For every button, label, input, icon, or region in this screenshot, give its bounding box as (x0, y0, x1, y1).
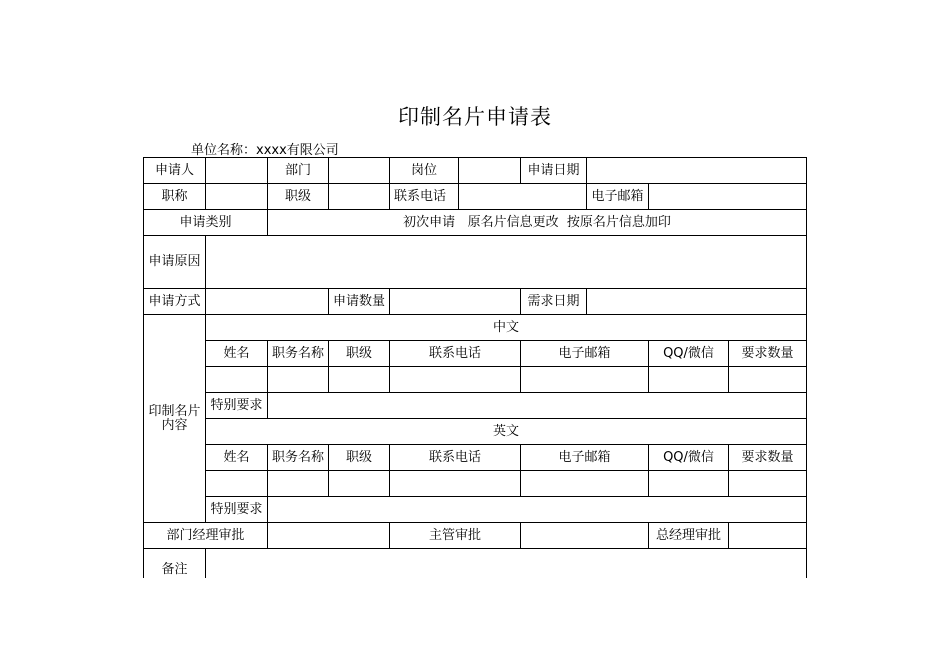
row-english-header (144, 419, 807, 445)
row-chinese-header (144, 315, 807, 341)
position-field[interactable] (459, 158, 521, 184)
cn-job-title-field[interactable] (268, 367, 329, 393)
col-quantity: 要求数量 (729, 341, 807, 367)
col-level: 职级 (329, 341, 390, 367)
page-title: 印制名片申请表 (398, 105, 552, 129)
apply-date-label: 申请日期 (521, 158, 587, 184)
method-label: 申请方式 (144, 289, 206, 315)
col-phone: 联系电话 (390, 341, 521, 367)
row-title (144, 184, 807, 210)
cn-quantity-field[interactable] (729, 367, 807, 393)
en-special-label: 特别要求 (206, 497, 268, 523)
english-section-title: 英文 (206, 419, 807, 445)
row-apply-type (144, 210, 807, 236)
cn-level-field[interactable] (329, 367, 390, 393)
en-special-field[interactable] (268, 497, 807, 523)
en-qq-field[interactable] (649, 471, 729, 497)
title-field[interactable] (206, 184, 268, 210)
en-job-title-field[interactable] (268, 471, 329, 497)
reason-field[interactable] (206, 236, 807, 289)
en-name-field[interactable] (206, 471, 268, 497)
memo-label: 备注 (144, 549, 206, 579)
en-col-job-title: 职务名称 (268, 445, 329, 471)
content-label-text: 印制名片内容 (148, 403, 201, 433)
row-applicant (144, 158, 807, 184)
row-reason (144, 236, 807, 289)
en-col-phone: 联系电话 (390, 445, 521, 471)
content-label (144, 315, 206, 523)
form-table-container (143, 157, 807, 578)
row-chinese-columns (144, 341, 807, 367)
apply-type-options[interactable]: 初次申请 原名片信息更改 按原名片信息加印 (268, 210, 807, 236)
level-field[interactable] (329, 184, 390, 210)
applicant-field[interactable] (206, 158, 268, 184)
row-approval (144, 523, 807, 549)
en-col-quantity: 要求数量 (729, 445, 807, 471)
en-level-field[interactable] (329, 471, 390, 497)
dept-label: 部门 (268, 158, 329, 184)
applicant-label: 申请人 (144, 158, 206, 184)
row-chinese-entry (144, 367, 807, 393)
need-date-field[interactable] (587, 289, 807, 315)
phone-label: 联系电话 (390, 184, 459, 210)
cn-qq-field[interactable] (649, 367, 729, 393)
position-label: 岗位 (390, 158, 459, 184)
en-col-level: 职级 (329, 445, 390, 471)
quantity-field[interactable] (390, 289, 521, 315)
dept-mgr-field[interactable] (268, 523, 390, 549)
supervisor-field[interactable] (521, 523, 649, 549)
row-chinese-special (144, 393, 807, 419)
en-col-name: 姓名 (206, 445, 268, 471)
col-job-title: 职务名称 (268, 341, 329, 367)
gm-field[interactable] (729, 523, 807, 549)
supervisor-label: 主管审批 (390, 523, 521, 549)
gm-label: 总经理审批 (649, 523, 729, 549)
en-quantity-field[interactable] (729, 471, 807, 497)
email-label: 电子邮箱 (587, 184, 649, 210)
quantity-label: 申请数量 (329, 289, 390, 315)
col-email: 电子邮箱 (521, 341, 649, 367)
row-english-special (144, 497, 807, 523)
en-email-field[interactable] (521, 471, 649, 497)
en-phone-field[interactable] (390, 471, 521, 497)
apply-date-field[interactable] (587, 158, 807, 184)
dept-field[interactable] (329, 158, 390, 184)
apply-type-label: 申请类别 (144, 210, 268, 236)
row-english-columns (144, 445, 807, 471)
memo-field[interactable] (206, 549, 807, 579)
col-qq-wechat: QQ/微信 (649, 341, 729, 367)
row-method (144, 289, 807, 315)
level-label: 职级 (268, 184, 329, 210)
reason-label: 申请原因 (144, 236, 206, 289)
cn-special-field[interactable] (268, 393, 807, 419)
cn-phone-field[interactable] (390, 367, 521, 393)
company-name: 单位名称：xxxx有限公司 (191, 143, 339, 158)
cn-special-label: 特别要求 (206, 393, 268, 419)
method-field[interactable] (206, 289, 329, 315)
form-table (143, 157, 807, 578)
chinese-section-title: 中文 (206, 315, 807, 341)
title-label: 职称 (144, 184, 206, 210)
cn-name-field[interactable] (206, 367, 268, 393)
row-english-entry (144, 471, 807, 497)
need-date-label: 需求日期 (521, 289, 587, 315)
phone-field[interactable] (459, 184, 587, 210)
row-memo (144, 549, 807, 579)
en-col-email: 电子邮箱 (521, 445, 649, 471)
cn-email-field[interactable] (521, 367, 649, 393)
dept-mgr-label: 部门经理审批 (144, 523, 268, 549)
col-name: 姓名 (206, 341, 268, 367)
email-field[interactable] (649, 184, 807, 210)
en-col-qq-wechat: QQ/微信 (649, 445, 729, 471)
